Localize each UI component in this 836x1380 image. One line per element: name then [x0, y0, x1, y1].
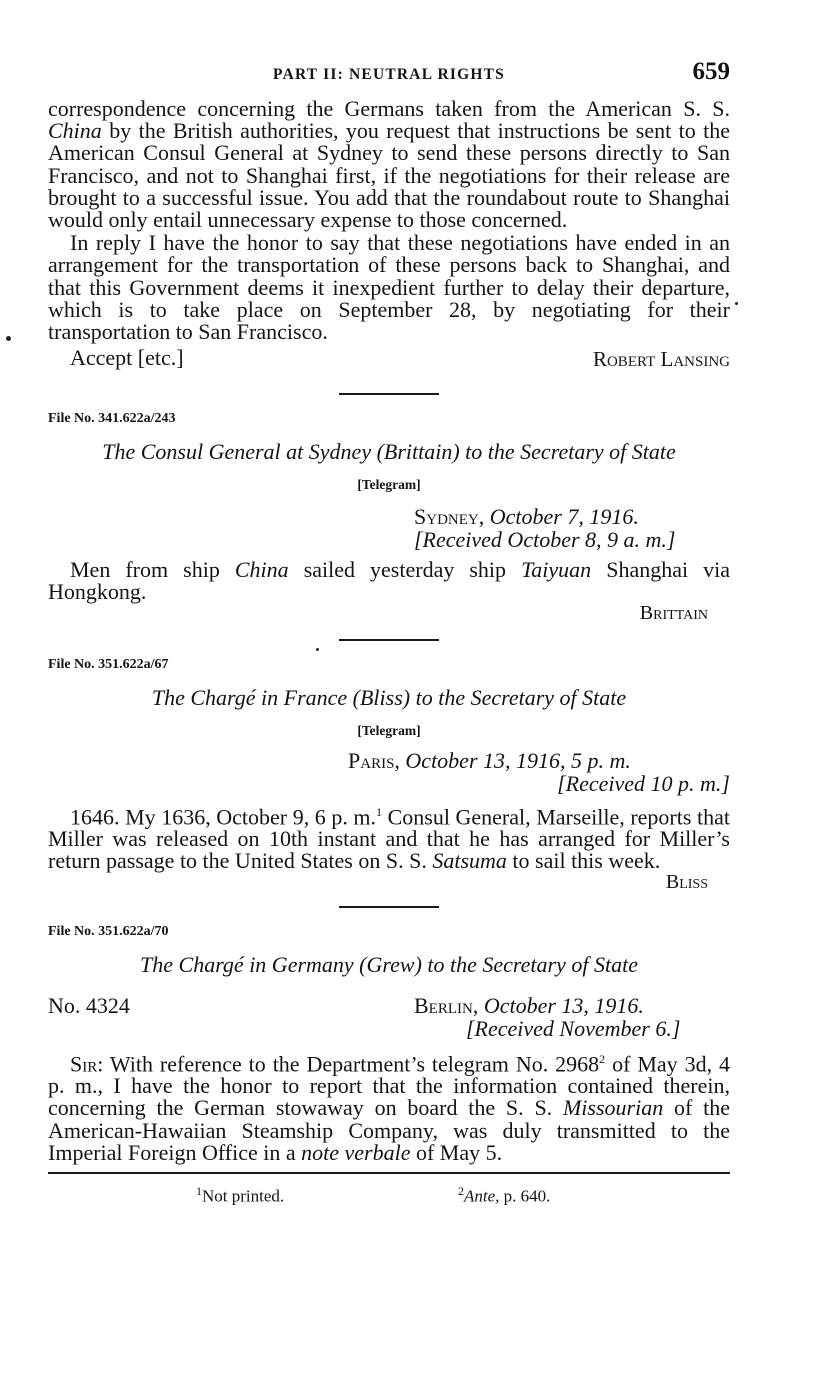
file-number: File No. 351.622a/70 — [48, 923, 169, 939]
closing-formula: Accept [etc.] — [70, 345, 184, 371]
despatch-number: No. 4324 — [48, 992, 130, 1018]
scan-speck — [735, 302, 738, 305]
page-number: 659 — [692, 58, 730, 85]
file-number: File No. 351.622a/67 — [48, 656, 169, 672]
body-text: of May 5. — [410, 1139, 503, 1165]
footnote-text: p. 640. — [499, 1186, 551, 1206]
dateline — [48, 505, 730, 528]
footnote-reference: 1 — [376, 804, 383, 819]
body-text: sailed yesterday ship — [288, 557, 522, 583]
dateline-date: October 13, 1916, 5 p. m. — [405, 747, 631, 773]
dateline-date: October 7, 1916. — [489, 504, 639, 530]
body-text: Shanghai via Hongkong. — [48, 557, 730, 605]
section-divider — [339, 906, 439, 908]
body-text: Men from ship — [70, 557, 235, 583]
received-note: [Received October 8, 9 a. m.] — [414, 527, 676, 553]
dateline-group — [414, 994, 644, 1017]
telegram-label: [Telegram] — [357, 722, 421, 738]
footnote-reference: 2 — [599, 1051, 606, 1066]
body-text: With reference to the Department’s telegram No. 2968 — [103, 1050, 600, 1076]
salutation: Sir: — [70, 1050, 104, 1076]
document-heading: The Chargé in France (Bliss) to the Secretary of State — [151, 684, 627, 710]
scan-speck — [316, 648, 319, 651]
document-page — [48, 58, 730, 1208]
section-paris-telegram — [48, 657, 730, 894]
paragraph-1 — [48, 98, 730, 231]
body-text: 1646. My 1636, October 9, 6 p. m. — [70, 803, 377, 829]
received-note: [Received 10 p. m.] — [557, 770, 730, 796]
body-text: Consul General, Marseille, reports that Miller was released on 10th instant and that he has arranged for Miller’s return passage to the United States on S. S. — [48, 803, 730, 874]
section-sydney-telegram — [48, 411, 730, 624]
body-term: note verbale — [301, 1139, 411, 1165]
section-lansing-letter — [48, 98, 730, 371]
section-berlin-despatch — [48, 924, 730, 1164]
body-text: of May 3d, 4 p. m., I have the honor to report that the information contained therein, concerning the German stowaway on board the S. S. — [48, 1050, 730, 1121]
footnote-mark: 1 — [196, 1183, 202, 1198]
footnote-rule — [48, 1172, 730, 1174]
signature-brittain: Brittain — [639, 601, 708, 624]
footnote-mark: 2 — [458, 1183, 464, 1198]
signature-lansing: Robert Lansing — [592, 347, 730, 372]
footnote-line — [48, 1184, 730, 1208]
dateline-place: Paris, — [348, 747, 400, 773]
file-number: File No. 341.622a/243 — [48, 411, 176, 427]
footnote-1 — [196, 1184, 284, 1207]
despatch-body — [48, 1048, 730, 1164]
section-divider — [339, 393, 439, 395]
ship-name: Missourian — [562, 1095, 664, 1121]
ship-name: China — [234, 557, 289, 583]
section-divider — [339, 639, 439, 641]
document-heading: The Consul General at Sydney (Brittain) to the Secretary of State — [102, 439, 676, 465]
running-head: PART II: NEUTRAL RIGHTS — [273, 66, 505, 83]
footnote-text: Ante, — [464, 1186, 500, 1206]
ship-name: Satsuma — [432, 848, 507, 874]
footnotes — [48, 1172, 730, 1208]
received-note: [Received November 6.] — [466, 1015, 681, 1041]
dateline-date: October 13, 1916. — [483, 992, 644, 1018]
dateline — [48, 994, 730, 1017]
ship-name: Taiyuan — [521, 557, 592, 583]
telegram-label: [Telegram] — [357, 477, 421, 493]
paragraph-2: In reply I have the honor to say that these negotiations have ended in an arrangement for the transportation of these persons back to Shanghai, and that this Government deems it inexpedient further to delay their departure, which is to take place on September 28, by negotiating for their transportation to San Francisco. — [48, 230, 730, 345]
footnote-text: Not printed. — [202, 1186, 285, 1206]
telegram-body — [48, 559, 730, 603]
letter-closing — [48, 345, 730, 371]
signature-bliss: Bliss — [665, 870, 708, 893]
body-text: to sail this week. — [506, 848, 661, 874]
scan-speck — [6, 336, 11, 341]
dateline — [48, 749, 730, 772]
ship-name: China — [48, 118, 102, 144]
telegram-body — [48, 801, 730, 873]
dateline-place: Berlin, — [414, 992, 479, 1018]
document-heading: The Chargé in Germany (Grew) to the Secretary of State — [140, 951, 638, 977]
paragraph-1-text: correspondence concerning the Germans taken from the American S. S. China by the British authorities, you request that instructions be sent to the American Consul General at Sydney to send these persons directly to San Francisco, and not to Shanghai first, if the negotiations for their release are brought to a successful issue. You add that the roundabout route to Shanghai would only entail unnecessary expense to those concerned. — [48, 96, 730, 233]
footnote-2 — [458, 1184, 550, 1207]
body-text: of the American-Hawaiian Steamship Company, was duly transmitted to the Imperial Foreign Office in a — [48, 1095, 730, 1165]
dateline-place: Sydney, — [414, 504, 485, 530]
page-header — [48, 58, 730, 94]
